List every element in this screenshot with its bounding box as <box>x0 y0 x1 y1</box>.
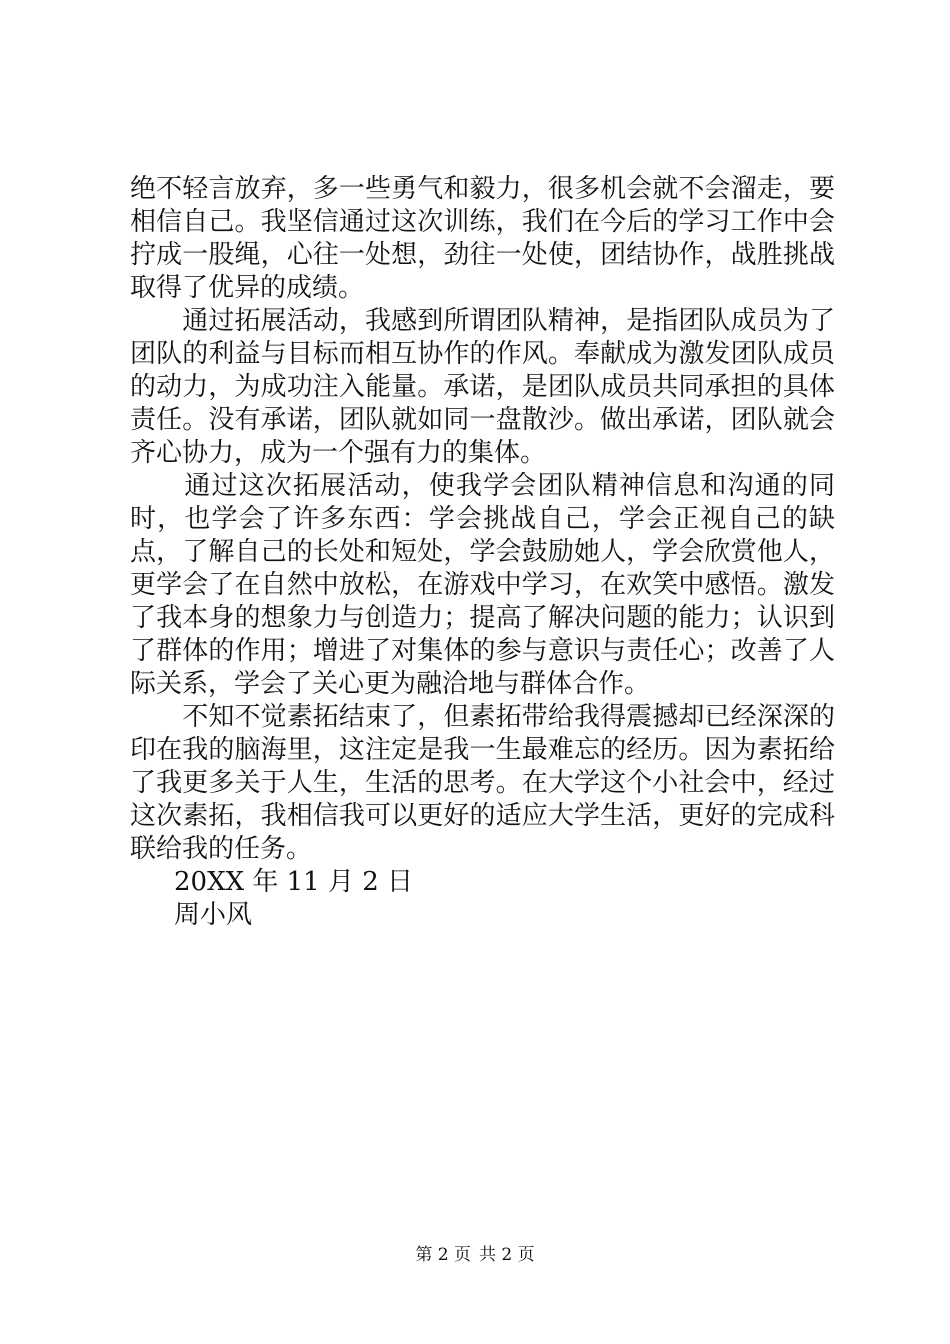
paragraph-2: 通过拓展活动，我感到所谓团队精神，是指团队成员为了团队的利益与目标而相互协作的作风。奉献成为激发团队成员的动力，为成功注入能量。承诺，是团队成员共同承担的具体责任。没有承诺，团队就如同一盘散沙。做出承诺，团队就会齐心协力，成为一个强有力的集体。 <box>130 306 835 468</box>
paragraph-3: 通过这次拓展活动，使我学会团队精神信息和沟通的同时，也学会了许多东西：学会挑战自己，学会正视自己的缺点，了解自己的长处和短处，学会鼓励她人，学会欣赏他人，更学会了在自然中放松，在游戏中学习，在欢笑中感悟。激发了我本身的想象力与创造力；提高了解决问题的能力；认识到了群体的作用；增进了对集体的参与意识与责任心；改善了人际关系，学会了关心更为融洽地与群体合作。 <box>130 471 835 699</box>
paragraph-1: 绝不轻言放弃，多一些勇气和毅力，很多机会就不会溜走，要相信自己。我坚信通过这次训练，我们在今后的学习工作中会拧成一股绳，心往一处想，劲往一处使，团结协作，战胜挑战取得了优异的成绩。 <box>130 174 835 303</box>
signature-date: 20XX 年 11 月 2 日 <box>174 867 414 897</box>
paragraph-4: 不知不觉素拓结束了，但素拓带给我得震撼却已经深深的印在我的脑海里，这注定是我一生最难忘的经历。因为素拓给了我更多关于人生，生活的思考。在大学这个小社会中，经过这次素拓，我相信我可以更好的适应大学生活，更好的完成科联给我的任务。 <box>130 702 835 864</box>
page-number-total: 共 2 页 <box>479 1245 535 1265</box>
page-footer <box>0 1245 950 1265</box>
page-number-current: 第 2 页 <box>415 1245 471 1265</box>
signature-author: 周小风 <box>174 900 253 930</box>
document-body <box>130 173 835 932</box>
